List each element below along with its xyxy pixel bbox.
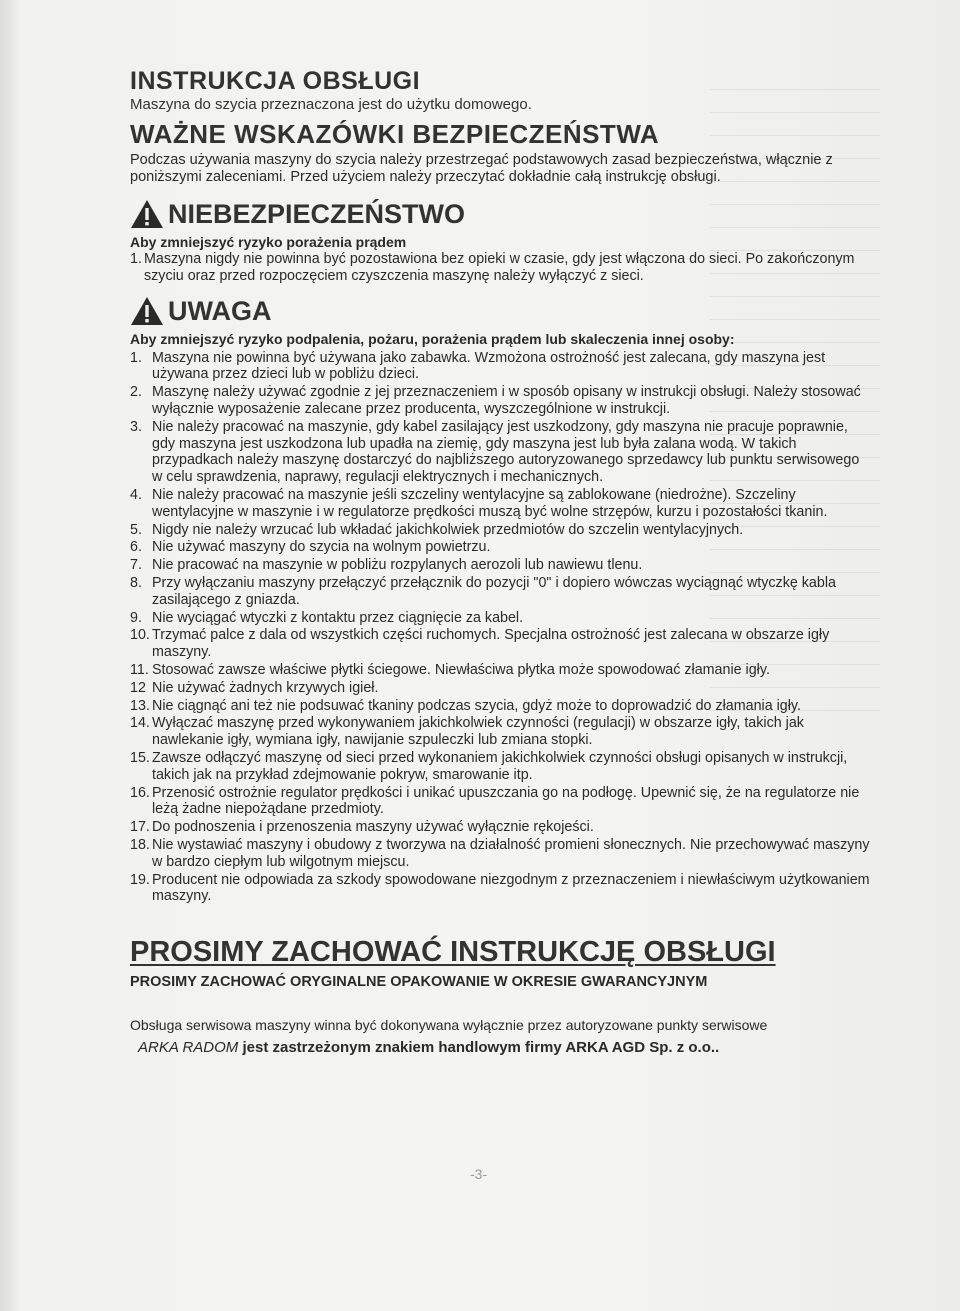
- page-number: -3-: [470, 1166, 488, 1182]
- item-number: 14.: [130, 715, 150, 732]
- warning-triangle-icon: [130, 199, 164, 229]
- item-text: Nie używać maszyny do szycia na wolnym powietrzu.: [152, 539, 491, 556]
- item-number: 3.: [130, 418, 142, 435]
- item-number: 10.: [130, 627, 150, 644]
- page-title: INSTRUKCJA OBSŁUGI: [130, 67, 421, 95]
- list-item: [130, 539, 870, 556]
- intro-paragraph: Podczas używania maszyny do szycia należy przestrzegać podstawowych zasad bezpieczeństwa, włącznie z poniższymi zaleceniami. Przed użyciem należy przeczytać dokładnie całą instrukcję obsługi.: [130, 152, 833, 185]
- list-item: [130, 872, 870, 906]
- item-number: 5.: [130, 521, 142, 538]
- caution-list: [130, 350, 870, 906]
- safety-title: WAŻNE WSKAZÓWKI BEZPIECZEŃSTWA: [130, 119, 660, 149]
- list-item: [130, 350, 870, 384]
- item-text: Stosować zawsze właściwe płytki ściegowe. Niewłaściwa płytka może spowodować złamanie igły.: [152, 661, 770, 678]
- brand-name: ARKA RADOM: [138, 1039, 239, 1057]
- danger-lead: Aby zmniejszyć ryzyko porażenia prądem: [130, 234, 407, 250]
- list-item: [130, 680, 870, 697]
- item-number: 1.: [130, 349, 142, 366]
- list-item: [130, 785, 870, 819]
- item-text: Przenosić ostrożnie regulator prędkości i unikać upuszczania go na podłogę. Upewnić się, że na regulatorze nie leżą żadne niepożądane przedmioty.: [152, 784, 860, 818]
- item-text: Nie pracować na maszynie w pobliżu rozpylanych aerozoli lub nawiewu tlenu.: [152, 557, 643, 574]
- item-text: Maszyna nigdy nie powinna być pozostawiona bez opieki w czasie, gdy jest włączona do sieci. Po zakończonym szyciu oraz przed rozpoczęciem czyszczenia maszynę należy wyłączyć z sieci.: [144, 251, 855, 284]
- danger-heading: [130, 198, 870, 230]
- item-text: Producent nie odpowiada za szkody spowodowane niezgodnym z przeznaczeniem i niewłaściwym użytkowaniem maszyny.: [152, 871, 870, 905]
- document-content: [130, 66, 870, 1058]
- trademark-text: jest zastrzeżonym znakiem handlowym firmy ARKA AGD Sp. z o.o..: [242, 1039, 720, 1057]
- item-text: Maszyna nie powinna być używana jako zabawka. Wzmożona ostrożność jest zalecana, gdy maszyna jest używana przez dzieci lub w pobliżu dzieci.: [152, 349, 826, 383]
- list-item: [130, 419, 870, 486]
- item-number: 4.: [130, 486, 142, 503]
- list-item: [130, 662, 870, 679]
- item-number: 13.: [130, 697, 150, 714]
- list-item: [130, 715, 870, 749]
- item-text: Nie ciągnąć ani też nie podsuwać tkaniny podczas szycia, gdyż może to doprowadzić do złamania igły.: [152, 697, 801, 714]
- subtitle: Maszyna do szycia przeznaczona jest do użytku domowego.: [130, 96, 532, 113]
- item-number: 1.: [130, 251, 142, 267]
- item-number: 16.: [130, 784, 150, 801]
- caution-lead: Aby zmniejszyć ryzyko podpalenia, pożaru, porażenia prądem lub skaleczenia innej osoby:: [130, 330, 735, 347]
- item-text: Nigdy nie należy wrzucać lub wkładać jakichkolwiek przedmiotów do szczelin wentylacyjnych.: [152, 521, 744, 538]
- list-item: [130, 610, 870, 627]
- item-number: 19.: [130, 871, 150, 888]
- item-number: 7.: [130, 557, 142, 574]
- list-item: [130, 750, 870, 784]
- item-text: Wyłączać maszynę przed wykonywaniem jakichkolwiek czynności (regulacji) w obszarze igły, takich jak nawlekanie igły, wymiana igły, nawijanie szpuleczki lub zmiana stopki.: [152, 715, 804, 749]
- item-number: 6.: [130, 539, 142, 556]
- item-number: 17.: [130, 819, 150, 836]
- item-number: 2.: [130, 384, 142, 401]
- item-text: Zawsze odłączyć maszynę od sieci przed wykonaniem jakichkolwiek czynności obsługi opisanych w instrukcji, takich jak na przykład zdejmowanie pokryw, smarowanie itp.: [152, 749, 848, 783]
- list-item: [130, 698, 870, 715]
- item-text: Do podnoszenia i przenoszenia maszyny używać wyłącznie rękojeści.: [152, 819, 594, 836]
- item-text: Nie wyciągać wtyczki z kontaktu przez ciągnięcie za kabel.: [152, 609, 524, 626]
- list-item: [130, 557, 870, 574]
- caution-heading: [130, 295, 870, 327]
- item-number: 12: [130, 679, 146, 696]
- item-text: Nie wystawiać maszyny i obudowy z tworzywa na działalność promieni słonecznych. Nie przechowywać maszyny w bardzo ciepłym lub wilgotnym miejscu.: [152, 836, 870, 870]
- list-item: [130, 575, 870, 609]
- service-note: Obsługa serwisowa maszyny winna być dokonywana wyłącznie przez autoryzowane punkty serwisowe: [130, 1017, 768, 1034]
- list-item: [130, 819, 870, 836]
- item-number: 18.: [130, 836, 150, 853]
- danger-heading-label: NIEBEZPIECZEŃSTWO: [168, 199, 466, 229]
- trademark-note: [130, 1038, 870, 1058]
- item-text: Trzymać palce z dala od wszystkich części ruchomych. Specjalna ostrożność jest zalecana w obszarze igły maszyny.: [152, 627, 830, 661]
- item-number: 11.: [130, 661, 149, 678]
- item-text: Nie używać żadnych krzywych igieł.: [152, 679, 379, 696]
- list-item: [130, 627, 870, 661]
- item-number: 8.: [130, 574, 142, 591]
- list-item: [130, 487, 870, 521]
- item-text: Nie należy pracować na maszynie jeśli szczeliny wentylacyjne są zablokowane (niedrożne). Szczeliny wentylacyjne w maszynie i w regulatorze prędkości muszą być wolne strzępów, kurzu i pozostałości tkanin.: [152, 486, 828, 520]
- list-item: [130, 384, 870, 418]
- item-text: Przy wyłączaniu maszyny przełączyć przełącznik do pozycji "0" i dopiero wówczas wyciągnąć wtyczkę kabla zasilającego z gniazda.: [152, 574, 836, 608]
- warning-triangle-icon: [130, 296, 164, 326]
- list-item: [130, 522, 870, 539]
- item-text: Nie należy pracować na maszynie, gdy kabel zasilający jest uszkodzony, gdy maszyna nie pracuje poprawnie, gdy maszyna jest uszkodzona lub upadła na ziemię, gdy maszyna jest lub była zalana wodą. W takich przypadkach należy maszynę dostarczyć do najbliższego autoryzowanego sprzedawcy lub punktu serwisowego w celu sprawdzenia, naprawy, regulacji elektrycznych i mechanicznych.: [152, 418, 860, 486]
- item-text: Maszynę należy używać zgodnie z jej przeznaczeniem i w sposób opisany w instrukcji obsługi. Należy stosować wyłącznie wyposażenie zalecane przez producenta, wyszczególnione w instrukcji.: [152, 384, 861, 417]
- danger-list: [130, 251, 870, 285]
- item-number: 9.: [130, 609, 142, 626]
- keep-packaging-note: PROSIMY ZACHOWAĆ ORYGINALNE OPAKOWANIE W OKRESIE GWARANCYJNYM: [130, 974, 708, 991]
- caution-heading-label: UWAGA: [168, 295, 272, 326]
- item-number: 15.: [130, 749, 150, 766]
- list-item: [130, 837, 870, 871]
- list-item: [130, 251, 870, 285]
- keep-manual-heading: PROSIMY ZACHOWAĆ INSTRUKCJĘ OBSŁUGI: [130, 936, 776, 969]
